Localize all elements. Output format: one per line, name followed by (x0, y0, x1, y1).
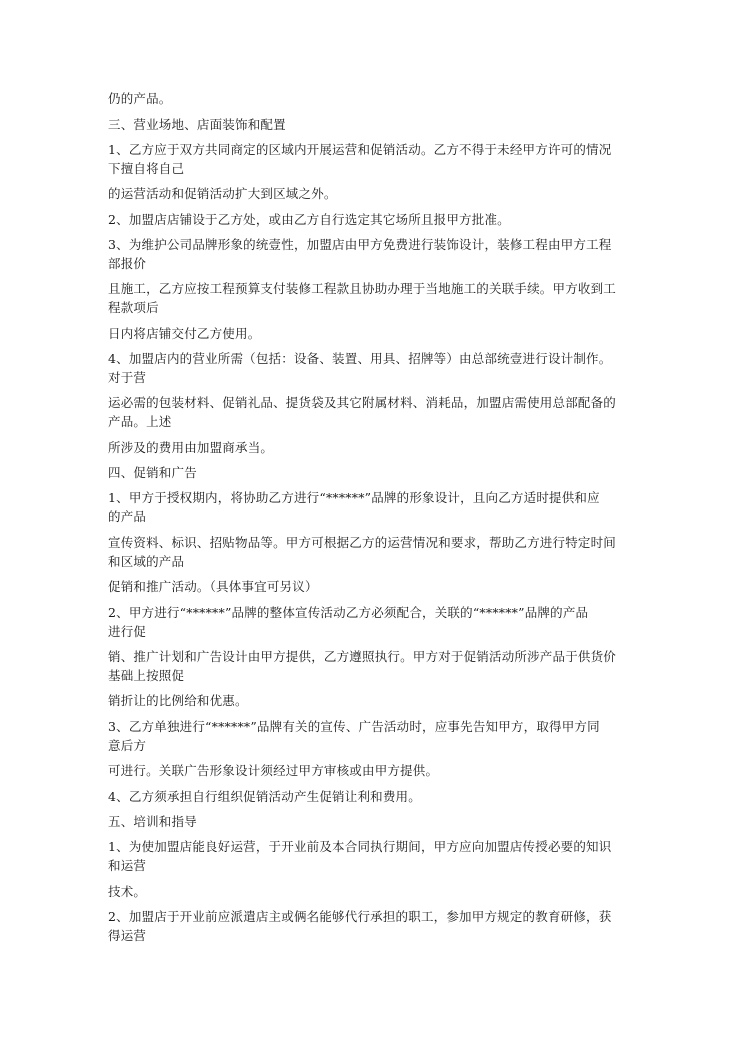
text-line: 2、甲方进行“******”品牌的整体宣传活动乙方必须配合，关联的“******”品牌的产品 (108, 605, 589, 620)
text-line: 仍的产品。 (108, 91, 172, 106)
text-line: 且施工，乙方应按工程预算支付装修工程款且协助办理于当地施工的关联手续。甲方收到工 (108, 281, 617, 296)
text-line: 宣传资料、标识、招贴物品等。甲方可根据乙方的运营情况和要求，帮助乙方进行特定时间 (108, 535, 617, 550)
text-line: 2、加盟店于开业前应派遣店主或俩名能够代行承担的职工，参加甲方规定的教育研修，获 (108, 909, 612, 924)
section-heading: 四、促销和广告 (108, 465, 197, 480)
text-line: 1、乙方应于双方共同商定的区域内开展运营和促销活动。乙方不得于未经甲方许可的情况 (108, 142, 612, 157)
section-heading: 五、培训和指导 (108, 814, 197, 829)
text-line: 程款项后 (108, 300, 159, 315)
text-line: 技术。 (108, 884, 147, 899)
text-line: 产品。上述 (108, 414, 172, 429)
text-line: 4、乙方须承担自行组织促销活动产生促销让利和费用。 (108, 789, 421, 804)
text-line: 可进行。关联广告形象设计须经过甲方审核或由甲方提供。 (108, 763, 439, 778)
text-line: 2、加盟店店铺设于乙方处，或由乙方自行选定其它场所且报甲方批准。 (108, 212, 510, 227)
text-line: 意后方 (108, 738, 147, 753)
text-line: 下擅自将自己 (108, 161, 185, 176)
text-line: 基础上按照促 (108, 668, 185, 683)
text-line: 得运营 (108, 928, 147, 943)
text-line: 的运营活动和促销活动扩大到区域之外。 (108, 186, 337, 201)
text-line: 1、为使加盟店能良好运营，于开业前及本合同执行期间，甲方应向加盟店传授必要的知识 (108, 839, 612, 854)
text-line: 和区域的产品 (108, 554, 185, 569)
text-line: 促销和推广活动。（具体事宜可另议） (108, 579, 318, 594)
text-line: 对于营 (108, 370, 147, 385)
text-line: 1、甲方于授权期内，将协助乙方进行“******”品牌的形象设计，且向乙方适时提供和应 (108, 490, 600, 505)
text-line: 销折让的比例给和优惠。 (108, 693, 248, 708)
text-line: 部报价 (108, 256, 147, 271)
text-line: 3、为维护公司品牌形象的统壹性，加盟店由甲方免费进行装饰设计，装修工程由甲方工程 (108, 237, 612, 252)
text-line: 所涉及的费用由加盟商承当。 (108, 440, 274, 455)
text-line: 4、加盟店内的营业所需（包括：设备、装置、用具、招牌等）由总部统壹进行设计制作。 (108, 351, 612, 366)
text-line: 3、乙方单独进行“******”品牌有关的宣传、广告活动时，应事先告知甲方，取得甲方同 (108, 719, 600, 734)
section-heading: 三、营业场地、店面装饰和配置 (108, 117, 286, 132)
text-line: 运必需的包装材料、促销礼品、提货袋及其它附属材料、消耗品，加盟店需使用总部配备的 (108, 395, 617, 410)
text-line: 的产品 (108, 509, 147, 524)
text-line: 日内将店铺交付乙方使用。 (108, 326, 261, 341)
text-line: 销、推广计划和广告设计由甲方提供，乙方遵照执行。甲方对于促销活动所涉产品于供货价 (108, 649, 617, 664)
text-line: 和运营 (108, 858, 147, 873)
text-line: 进行促 (108, 624, 147, 639)
